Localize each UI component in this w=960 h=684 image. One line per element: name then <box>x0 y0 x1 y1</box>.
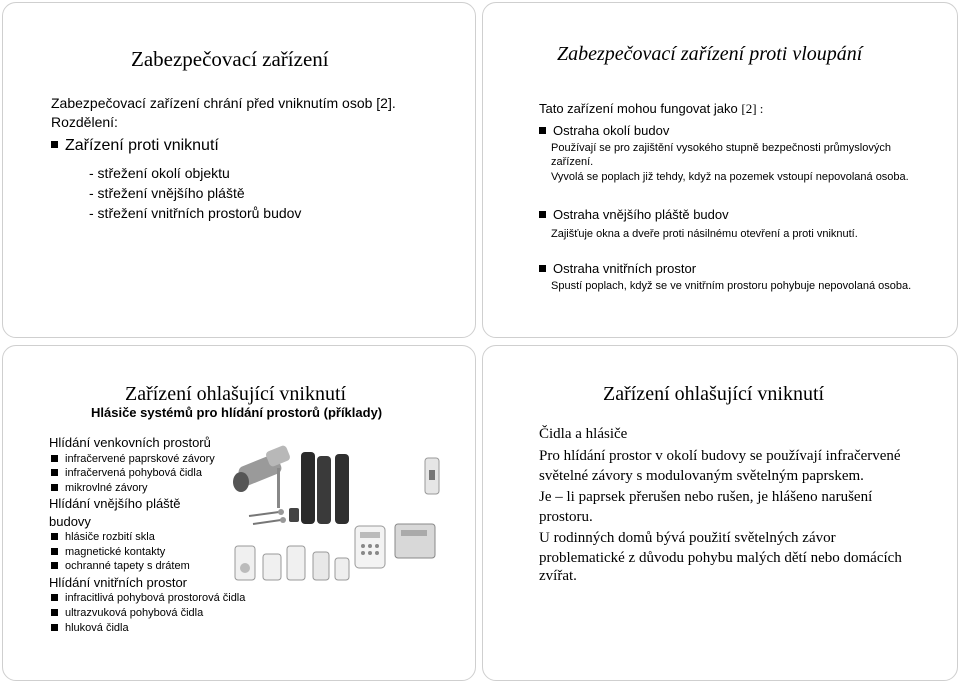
list-item <box>51 482 148 494</box>
bullet-icon <box>51 609 58 616</box>
slide-1-item: - střežení okolí objektu <box>89 165 230 181</box>
slide-1 <box>2 2 476 338</box>
slide-2-title: Zabezpečovací zařízení proti vloupání <box>557 43 863 65</box>
magnetic-contact-icon <box>263 546 305 580</box>
bullet-icon <box>51 624 58 631</box>
slide-1-intro: Zabezpečovací zařízení chrání před vniknutím osob [2]. <box>51 95 396 111</box>
glass-break-detector-icon <box>235 546 255 580</box>
motion-detector-icon <box>425 458 439 494</box>
list-item <box>51 592 245 604</box>
paragraph-line: U rodinných domů bývá použití světelných závor <box>539 530 836 546</box>
infrared-beam-post-icon <box>301 452 349 524</box>
security-devices-image <box>227 430 457 600</box>
bullet-icon <box>51 548 58 555</box>
keypad-icon <box>355 526 385 568</box>
list-item <box>51 467 202 479</box>
slide-2 <box>482 2 958 338</box>
bullet-icon <box>51 469 58 476</box>
bullet-icon <box>51 533 58 540</box>
list-item <box>51 546 165 558</box>
list-item-text: mikrovlné závory <box>65 482 148 494</box>
section-heading <box>539 207 729 222</box>
section-text: Spustí poplach, když se ve vnitřním prostoru pohybuje nepovolaná osoba. <box>551 280 912 292</box>
sensor-pins-icon <box>249 508 299 524</box>
list-item-text: magnetické kontakty <box>65 546 166 558</box>
list-item <box>51 531 155 543</box>
slide-3-title: Zařízení ohlašující vniknutí <box>125 383 347 405</box>
section-heading-text: Ostraha vnitřních prostor <box>553 261 697 276</box>
list-item <box>51 453 215 465</box>
bullet-icon <box>51 141 58 148</box>
section-text: Zajišťuje okna a dveře proti násilnému otevření a proti vniknutí. <box>551 228 858 240</box>
paragraph-line: problematické z důvodu pohybu malých dětí nebo domácích <box>539 550 902 566</box>
bullet-icon <box>51 562 58 569</box>
acoustic-sensor-icon <box>313 552 349 580</box>
group-heading: Hlídání vnějšího pláště <box>49 496 181 511</box>
paragraph-line: zvířat. <box>539 568 577 584</box>
section-heading-text: Ostraha okolí budov <box>553 123 670 138</box>
slide-1-item: - střežení vnitřních prostorů budov <box>89 205 302 221</box>
section-heading <box>539 123 669 138</box>
camera-icon <box>233 444 291 508</box>
slide-4-heading: Čidla a hlásiče <box>539 426 628 442</box>
bullet-icon <box>539 265 546 272</box>
slide-2-intro: Tato zařízení mohou fungovat jako <box>539 101 738 116</box>
list-item-text: ochranné tapety s drátem <box>65 560 190 572</box>
list-item-text: ultrazvuková pohybová čidla <box>65 607 204 619</box>
bullet-icon <box>539 127 546 134</box>
paragraph-line: Pro hlídání prostor v okolí budovy se používají infračervené <box>539 448 901 464</box>
slide-4 <box>482 345 958 681</box>
slide-1-bullet-text: Zařízení proti vniknutí <box>65 137 219 154</box>
group-heading: Hlídání venkovních prostorů <box>49 435 211 450</box>
list-item <box>51 607 203 619</box>
slide-1-title: Zabezpečovací zařízení <box>131 47 329 71</box>
paragraph-line: světelné závory s modulovaným světelným paprskem. <box>539 468 864 484</box>
list-item-text: hluková čidla <box>65 622 129 634</box>
slide-1-bullet <box>51 137 219 155</box>
list-item-text: infračervená pohybová čidla <box>65 467 202 479</box>
list-item <box>51 622 129 634</box>
list-item-text: hlásiče rozbití skla <box>65 531 155 543</box>
bullet-icon <box>51 484 58 491</box>
list-item <box>51 560 190 572</box>
bullet-icon <box>539 211 546 218</box>
paragraph-line: Je – li paprsek přerušen nebo rušen, je hlášeno narušení <box>539 489 873 505</box>
slide-4-title: Zařízení ohlašující vniknutí <box>603 383 825 405</box>
section-text: Používají se pro zajištění vysokého stupně bezpečnosti průmyslových <box>551 142 891 154</box>
group-heading: Hlídání vnitřních prostor <box>49 575 188 590</box>
list-item-text: infracitlivá pohybová prostorová čidla <box>65 592 246 604</box>
paragraph-line: prostoru. <box>539 509 593 525</box>
slide-2-intro-line <box>539 101 763 117</box>
section-text: zařízení. <box>551 156 594 168</box>
slide-1-division-label: Rozdělení: <box>51 114 118 130</box>
slide-2-ref: [2] : <box>741 101 764 116</box>
group-heading: budovy <box>49 514 91 529</box>
bullet-icon <box>51 594 58 601</box>
slide-3-subtitle: Hlásiče systémů pro hlídání prostorů (příklady) <box>91 405 383 420</box>
section-heading-text: Ostraha vnějšího pláště budov <box>553 207 729 222</box>
slide-3 <box>2 345 476 681</box>
section-heading <box>539 261 696 276</box>
section-text: Vyvolá se poplach již tehdy, když na pozemek vstoupí nepovolaná osoba. <box>551 171 909 183</box>
control-unit-icon <box>395 524 435 558</box>
bullet-icon <box>51 455 58 462</box>
slide-1-item: - střežení vnějšího pláště <box>89 185 245 201</box>
list-item-text: infračervené paprskové závory <box>65 453 215 465</box>
